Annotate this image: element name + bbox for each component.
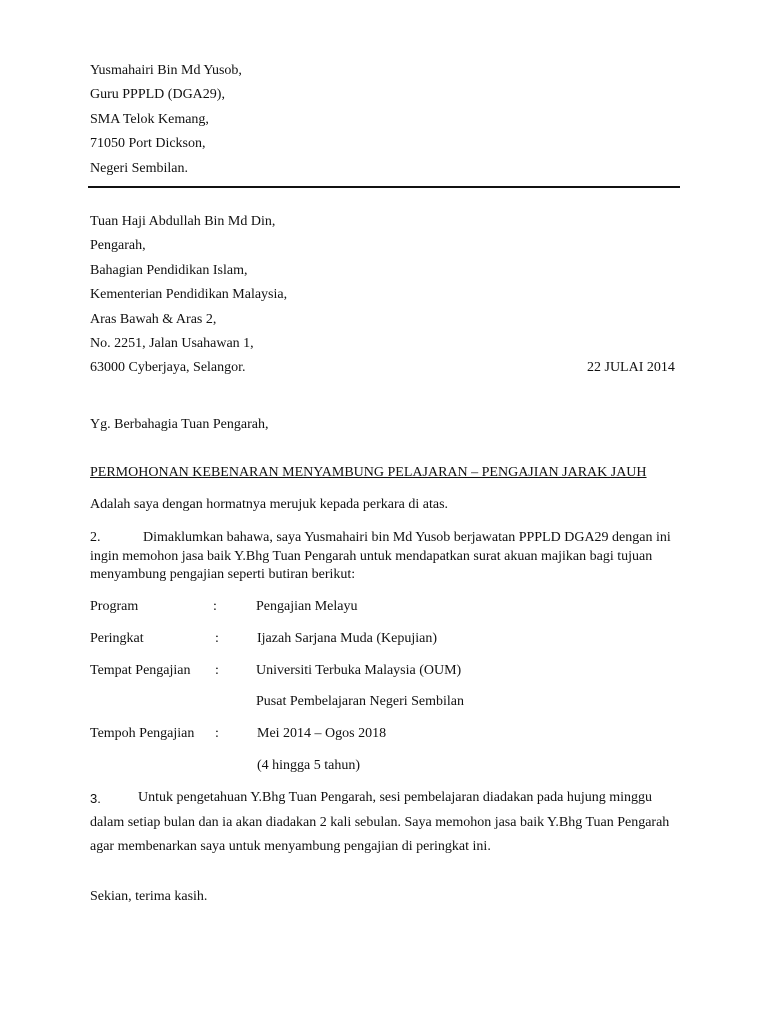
recipient-title: Pengarah, [90, 238, 146, 253]
sender-state: Negeri Sembilan. [90, 161, 188, 176]
tempat-value-university: Universiti Terbuka Malaysia (OUM) [256, 663, 462, 678]
recipient-department: Bahagian Pendidikan Islam, [90, 263, 248, 278]
recipient-ministry: Kementerian Pendidikan Malaysia, [90, 287, 288, 302]
para3-number: 3. [90, 791, 101, 806]
sender-school: SMA Telok Kemang, [90, 112, 209, 127]
para3-line2: dalam setiap bulan dan ia akan diadakan 2 kali sebulan. Saya memohon jasa baik Y.Bhg Tuan Pengarah [90, 815, 670, 830]
tempat-value-centre: Pusat Pembelajaran Negeri Sembilan [256, 694, 464, 709]
recipient-street: No. 2251, Jalan Usahawan 1, [90, 336, 254, 351]
sender-position: Guru PPPLD (DGA29), [90, 87, 225, 102]
recipient-name: Tuan Haji Abdullah Bin Md Din, [90, 214, 276, 229]
sender-postcode-city: 71050 Port Dickson, [90, 136, 206, 151]
para2-number: 2. [90, 530, 101, 545]
para2-line1: Dimaklumkan bahawa, saya Yusmahairi bin Md Yusob berjawatan PPPLD DGA29 dengan ini [143, 530, 671, 545]
salutation: Yg. Berbahagia Tuan Pengarah, [90, 417, 269, 432]
tempoh-label: Tempoh Pengajian [90, 726, 195, 741]
para2-line3: menyambung pengajian seperti butiran berikut: [90, 567, 356, 582]
closing: Sekian, terima kasih. [90, 889, 208, 904]
header-divider [88, 186, 680, 188]
program-value: Pengajian Melayu [256, 599, 358, 614]
program-colon: : [213, 599, 217, 614]
peringkat-colon: : [215, 631, 219, 646]
program-label: Program [90, 599, 139, 614]
sender-name: Yusmahairi Bin Md Yusob, [90, 63, 242, 78]
tempoh-value-duration: (4 hingga 5 tahun) [257, 758, 361, 773]
letter-subject: PERMOHONAN KEBENARAN MENYAMBUNG PELAJARAN – PENGAJIAN JARAK JAUH [90, 465, 647, 480]
recipient-postcode-city: 63000 Cyberjaya, Selangor. [90, 360, 246, 375]
letter-date: 22 JULAI 2014 [587, 360, 675, 375]
para2-line2: ingin memohon jasa baik Y.Bhg Tuan Pengarah untuk mendapatkan surat akuan majikan bagi tujuan [90, 549, 653, 564]
para3-line3: agar membenarkan saya untuk menyambung pengajian di peringkat ini. [90, 839, 491, 854]
tempat-label: Tempat Pengajian [90, 663, 191, 678]
tempoh-value-range: Mei 2014 – Ogos 2018 [257, 726, 387, 741]
tempat-colon: : [215, 663, 219, 678]
tempoh-colon: : [215, 726, 219, 741]
intro-paragraph: Adalah saya dengan hormatnya merujuk kepada perkara di atas. [90, 497, 449, 512]
recipient-floor: Aras Bawah & Aras 2, [90, 312, 217, 327]
peringkat-label: Peringkat [90, 631, 144, 646]
para3-line1: Untuk pengetahuan Y.Bhg Tuan Pengarah, sesi pembelajaran diadakan pada hujung minggu [138, 790, 653, 805]
peringkat-value: Ijazah Sarjana Muda (Kepujian) [257, 631, 437, 646]
